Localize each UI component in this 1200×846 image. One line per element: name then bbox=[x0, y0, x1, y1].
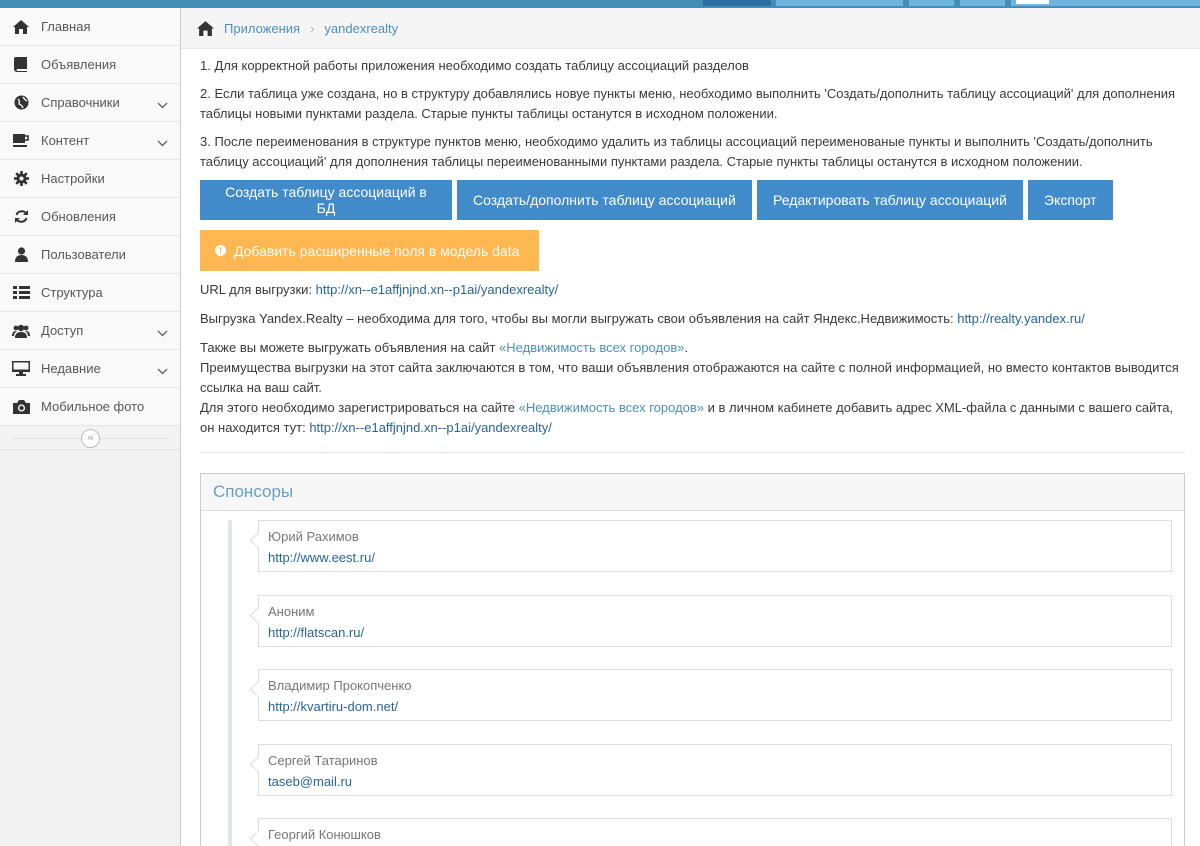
globe-icon bbox=[12, 94, 30, 112]
export-url-label: URL для выгрузки: bbox=[200, 282, 316, 297]
add-extended-fields-label: Добавить расширенные поля в модель data bbox=[234, 242, 520, 259]
navbar-avatar bbox=[1016, 0, 1049, 4]
sponsor-name: Юрий Рахимов bbox=[268, 529, 359, 544]
breadcrumb bbox=[181, 8, 1200, 49]
chevron-down-icon bbox=[157, 135, 168, 150]
desktop-icon bbox=[12, 360, 30, 378]
yandex-realty-link[interactable]: http://realty.yandex.ru/ bbox=[957, 311, 1085, 326]
other-sites-line-1 bbox=[200, 338, 1185, 358]
yandex-realty-text: Выгрузка Yandex.Realty – необходима для того, чтобы вы могли выгружать свои объявления на сайт Яндекс.Недвижимость: bbox=[200, 311, 958, 326]
sidebar-item-directories[interactable] bbox=[0, 84, 180, 122]
sidebar-item-label: Объявления bbox=[41, 57, 117, 72]
action-buttons bbox=[200, 180, 1118, 220]
sidebar-item-ads[interactable] bbox=[0, 46, 180, 84]
sidebar-item-access[interactable] bbox=[0, 312, 180, 350]
user-icon bbox=[12, 246, 30, 264]
sidebar-item-content[interactable] bbox=[0, 122, 180, 160]
edit-table-button[interactable]: Редактировать таблицу ассоциаций bbox=[757, 180, 1023, 220]
sidebar-item-label: Настройки bbox=[41, 171, 105, 186]
sidebar-item-label: Пользователи bbox=[41, 247, 126, 262]
navbar-item[interactable] bbox=[703, 0, 771, 6]
refresh-icon bbox=[12, 208, 30, 226]
sponsors-widget bbox=[200, 473, 1185, 846]
sidebar-item-label: Структура bbox=[41, 285, 103, 300]
chevron-down-icon bbox=[157, 325, 168, 340]
sidebar-item-mobile-photo[interactable] bbox=[0, 388, 180, 426]
sidebar-collapse-button[interactable]: « bbox=[81, 429, 100, 448]
chevron-down-icon bbox=[157, 97, 168, 112]
sidebar-item-users[interactable] bbox=[0, 236, 180, 274]
sidebar-item-home[interactable] bbox=[0, 8, 180, 46]
sidebar-item-label: Недавние bbox=[41, 361, 101, 376]
sponsor-link[interactable]: http://kvartiru-dom.net/ bbox=[268, 699, 399, 714]
book-icon bbox=[12, 56, 30, 74]
sponsor-link[interactable]: http://flatscan.ru/ bbox=[268, 625, 365, 640]
sidebar-item-label: Обновления bbox=[41, 209, 116, 224]
coffee-icon bbox=[12, 132, 30, 150]
other-sites-line-3 bbox=[200, 398, 1185, 438]
sponsor-card bbox=[258, 595, 1172, 647]
breadcrumb-link-apps[interactable]: Приложения bbox=[224, 20, 301, 36]
sidebar-item-label: Главная bbox=[41, 19, 91, 34]
sidebar-collapse-row bbox=[0, 426, 180, 450]
sponsor-name: Владимир Прокопченко bbox=[268, 678, 412, 693]
sponsor-name: Аноним bbox=[268, 604, 315, 619]
breadcrumb-current: yandexrealty bbox=[324, 20, 399, 36]
home-icon[interactable] bbox=[197, 21, 214, 36]
sidebar bbox=[0, 8, 181, 846]
sponsor-name: Георгий Конюшков bbox=[268, 827, 381, 842]
navbar-item[interactable] bbox=[909, 0, 954, 6]
export-button[interactable]: Экспорт bbox=[1028, 180, 1113, 220]
home-icon bbox=[12, 18, 30, 36]
sidebar-item-updates[interactable] bbox=[0, 198, 180, 236]
text: Также вы можете выгружать объявления на сайт bbox=[200, 340, 500, 355]
sponsor-card bbox=[258, 520, 1172, 572]
sponsor-name: Сергей Татаринов bbox=[268, 753, 378, 768]
sponsor-card bbox=[258, 818, 1172, 846]
sidebar-item-label: Контент bbox=[41, 133, 90, 148]
yandex-realty-line bbox=[200, 309, 1085, 329]
breadcrumb-separator-icon: › bbox=[310, 20, 315, 36]
export-url-line bbox=[200, 280, 558, 300]
other-sites-info bbox=[200, 338, 1185, 438]
timeline-line bbox=[228, 520, 232, 846]
gear-icon bbox=[12, 170, 30, 188]
sponsors-widget-header bbox=[201, 474, 1184, 511]
all-cities-link[interactable]: «Недвижимость всех городов» bbox=[518, 400, 705, 415]
camera-icon bbox=[12, 398, 30, 416]
sponsor-card bbox=[258, 744, 1172, 796]
create-update-table-button[interactable]: Создать/дополнить таблицу ассоциаций bbox=[457, 180, 752, 220]
sidebar-item-label: Мобильное фото bbox=[41, 399, 145, 414]
create-db-table-button[interactable]: Создать таблицу ассоциаций в БД bbox=[200, 180, 452, 220]
exclamation-icon: ! bbox=[215, 245, 226, 256]
chevron-down-icon bbox=[157, 363, 168, 378]
text: . bbox=[684, 340, 689, 355]
top-navbar bbox=[0, 0, 1200, 8]
sponsors-title: Спонсоры bbox=[213, 482, 294, 501]
instruction-2: 2. Если таблица уже создана, но в структуру добавлялись новуе пункты меню, необходимо выполнить 'Создать/дополнить таблицу ассоциаций' для дополнения таблицы новыми пунктами раздела. Старые пункты таблицы останутся в исходном положении. bbox=[200, 86, 1176, 121]
sponsor-card bbox=[258, 669, 1172, 721]
export-url-link[interactable]: http://xn--e1affjnjnd.xn--p1ai/yandexrealty/ bbox=[315, 282, 559, 297]
sidebar-item-settings[interactable] bbox=[0, 160, 180, 198]
sponsor-link[interactable]: http://www.eest.ru/ bbox=[268, 550, 375, 565]
text: и в личном кабинете добавить адрес XML-файла с данными с вашего сайта, он находится тут: bbox=[200, 400, 1174, 435]
navbar-item[interactable] bbox=[960, 0, 1005, 6]
instruction-3: 3. После переименования в структуре пунктов меню, необходимо удалить из таблицы ассоциаций переименованые пункты и выполнить 'Создать/дополнить таблицу ассоциаций' для дополнения таблицы переименованными пунктами раздела. Старые пункты таблицы останутся в исходном положении. bbox=[200, 134, 1153, 169]
divider bbox=[200, 452, 1185, 453]
sidebar-item-label: Доступ bbox=[41, 323, 84, 338]
sidebar-item-recent[interactable] bbox=[0, 350, 180, 388]
users-icon bbox=[12, 322, 30, 340]
all-cities-link[interactable]: «Недвижимость всех городов» bbox=[499, 340, 685, 355]
xml-file-link[interactable]: http://xn--e1affjnjnd.xn--p1ai/yandexrealty/ bbox=[309, 420, 552, 435]
other-sites-line-2: Преимущества выгрузки на этот сайта заключаются в том, что ваши объявления отображаются на сайте с полной информацией, но вместо контактов выводится ссылка на ваш сайт. bbox=[200, 360, 1179, 395]
instruction-1: 1. Для корректной работы приложения необходимо создать таблицу ассоциаций разделов bbox=[200, 58, 749, 73]
add-extended-fields-button[interactable] bbox=[200, 230, 539, 271]
navbar-item[interactable] bbox=[776, 0, 903, 6]
sidebar-item-label: Справочники bbox=[41, 95, 120, 110]
sponsor-link[interactable]: taseb@mail.ru bbox=[268, 774, 353, 789]
list-icon bbox=[12, 284, 30, 302]
text: Для этого необходимо зарегистрироваться на сайте bbox=[200, 400, 519, 415]
sidebar-item-structure[interactable] bbox=[0, 274, 180, 312]
